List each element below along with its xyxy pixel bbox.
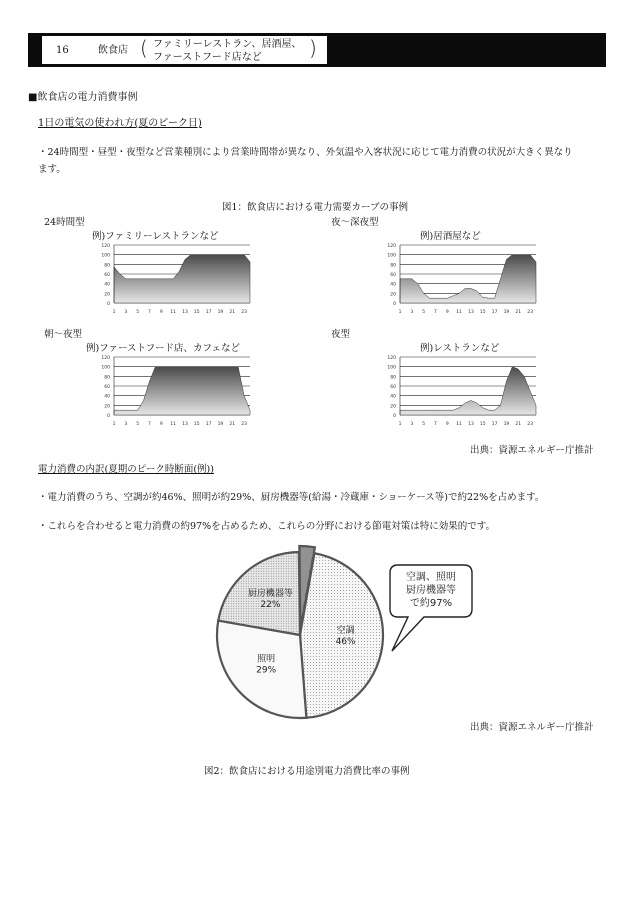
y-tick-label: 20 (390, 404, 396, 410)
chart4-group-label: 夜型 (331, 329, 351, 340)
area-series (114, 367, 250, 415)
x-tick-label: 7 (434, 310, 437, 315)
subsection-title-2: 電力消費の内訳(夏期のピーク時断面(例)) (38, 464, 214, 475)
x-tick-label: 7 (148, 310, 151, 315)
x-tick-label: 15 (193, 310, 200, 315)
y-tick-label: 40 (390, 394, 396, 400)
x-tick-label: 1 (398, 310, 402, 315)
pie-label-kitchen: 厨房機器等 22% (247, 589, 293, 611)
area-series (400, 367, 536, 415)
x-tick-label: 9 (159, 310, 163, 315)
y-tick-label: 120 (387, 244, 396, 249)
chart4-title: 例)レストランなど (420, 343, 500, 354)
x-tick-label: 9 (445, 422, 449, 427)
y-tick-label: 60 (390, 273, 396, 278)
x-tick-label: 17 (205, 310, 212, 315)
chart2-group-label: 夜〜深夜型 (331, 217, 379, 228)
y-tick-label: 100 (101, 253, 110, 259)
subsection-title-1: 1日の電気の使われ方(夏のピーク日) (38, 118, 202, 129)
callout-line-1: 空調、照明 (406, 572, 456, 583)
source-1: 出典：資源エネルギー庁推計 (470, 445, 594, 456)
x-tick-label: 1 (398, 422, 402, 427)
y-tick-label: 80 (104, 375, 110, 381)
y-tick-label: 40 (104, 394, 110, 400)
x-tick-label: 15 (479, 422, 486, 427)
x-tick-label: 21 (515, 422, 522, 427)
x-tick-label: 5 (136, 422, 140, 427)
y-tick-label: 20 (390, 292, 396, 298)
chart1-group-label: 24時間型 (44, 217, 85, 228)
x-tick-label: 5 (422, 422, 426, 427)
header-box (42, 36, 327, 64)
pie-label-aircon: 空調 46% (335, 626, 356, 648)
x-tick-label: 17 (205, 422, 212, 427)
chart-24h (92, 242, 257, 318)
x-tick-label: 7 (148, 422, 151, 427)
chart-night-late (378, 242, 543, 318)
pie-chart (180, 535, 480, 735)
chart2-title: 例)居酒屋など (420, 231, 481, 242)
x-tick-label: 7 (434, 422, 437, 427)
y-tick-label: 80 (390, 375, 396, 381)
x-tick-label: 11 (456, 310, 462, 315)
y-tick-label: 20 (104, 292, 110, 298)
x-tick-label: 1 (112, 422, 116, 427)
chart-night (378, 354, 543, 430)
source-2: 出典：資源エネルギー庁推計 (470, 722, 594, 733)
chart-morning-night (92, 354, 257, 430)
y-tick-label: 20 (104, 404, 110, 410)
y-tick-label: 80 (390, 263, 396, 269)
x-tick-label: 23 (241, 422, 247, 427)
pie-label-lighting: 照明 29% (256, 654, 277, 676)
x-tick-label: 3 (124, 310, 128, 315)
x-tick-label: 3 (124, 422, 128, 427)
figure-1-caption: 図1：飲食店における電力需要カーブの事例 (221, 202, 409, 213)
x-tick-label: 3 (410, 310, 414, 315)
chart1-title: 例)ファミリーレストランなど (92, 231, 219, 242)
x-tick-label: 13 (468, 422, 474, 427)
paragraph-3: ・これらを合わせると電力消費の約97%を占めるため、これらの分野における節電対策は特に効果的です。 (38, 521, 495, 532)
x-tick-label: 19 (217, 422, 224, 427)
chart3-group-label: 朝〜夜型 (44, 329, 83, 340)
figure-2-caption: 図2：飲食店における用途別電力消費比率の事例 (204, 766, 410, 777)
paragraph-2: ・電力消費のうち、空調が約46%、照明が約29%、厨房機器等(給湯・冷蔵庫・ショーケース等)で約22%を占めます。 (38, 492, 545, 503)
callout-line-3: で約97% (409, 598, 453, 609)
chart3-title: 例)ファーストフード店、カフェなど (86, 343, 240, 354)
x-tick-label: 21 (229, 310, 236, 315)
y-tick-label: 0 (107, 302, 110, 307)
y-tick-label: 120 (387, 356, 396, 361)
x-tick-label: 11 (170, 422, 176, 427)
x-tick-label: 21 (515, 310, 522, 315)
x-tick-label: 13 (182, 422, 188, 427)
x-tick-label: 21 (229, 422, 236, 427)
pie-label-other (269, 535, 296, 536)
x-tick-label: 5 (422, 310, 426, 315)
open-paren: ( (140, 36, 148, 60)
y-tick-label: 120 (101, 356, 110, 361)
x-tick-label: 11 (456, 422, 462, 427)
x-tick-label: 3 (410, 422, 414, 427)
x-tick-label: 11 (170, 310, 176, 315)
x-tick-label: 9 (445, 310, 449, 315)
y-tick-label: 100 (387, 365, 396, 371)
x-tick-label: 13 (182, 310, 188, 315)
category-label: 飲食店 (98, 45, 128, 56)
x-tick-label: 23 (527, 422, 533, 427)
x-tick-label: 15 (479, 310, 486, 315)
category-desc-line2: ファーストフード店など (153, 52, 262, 63)
x-tick-label: 17 (491, 310, 498, 315)
x-tick-label: 19 (503, 310, 510, 315)
section-number: 16 (56, 45, 69, 56)
close-paren: ) (309, 36, 317, 60)
x-tick-label: 19 (217, 310, 224, 315)
y-tick-label: 40 (104, 282, 110, 288)
y-tick-label: 100 (387, 253, 396, 259)
x-tick-label: 23 (241, 310, 247, 315)
area-series (114, 255, 250, 303)
x-tick-label: 23 (527, 310, 533, 315)
paragraph-1-line1: ・24時間型・昼型・夜型など営業種別により営業時間帯が異なり、外気温や入客状況に応じて電力消費の状況が大きく異なり (38, 147, 573, 158)
section-title: ■飲食店の電力消費事例 (28, 92, 138, 103)
x-tick-label: 9 (159, 422, 163, 427)
y-tick-label: 0 (393, 414, 396, 419)
callout-line-2: 厨房機器等 (406, 585, 456, 596)
x-tick-label: 13 (468, 310, 474, 315)
x-tick-label: 17 (491, 422, 498, 427)
x-tick-label: 5 (136, 310, 140, 315)
y-tick-label: 60 (104, 385, 110, 390)
x-tick-label: 19 (503, 422, 510, 427)
y-tick-label: 100 (101, 365, 110, 371)
y-tick-label: 60 (390, 385, 396, 390)
paragraph-1-line2: ます。 (38, 164, 66, 175)
area-series (400, 255, 536, 303)
x-tick-label: 15 (193, 422, 200, 427)
y-tick-label: 0 (393, 302, 396, 307)
x-tick-label: 1 (112, 310, 116, 315)
y-tick-label: 40 (390, 282, 396, 288)
y-tick-label: 80 (104, 263, 110, 269)
category-desc-line1: ファミリーレストラン、居酒屋、 (153, 39, 302, 50)
y-tick-label: 0 (107, 414, 110, 419)
y-tick-label: 60 (104, 273, 110, 278)
y-tick-label: 120 (101, 244, 110, 249)
